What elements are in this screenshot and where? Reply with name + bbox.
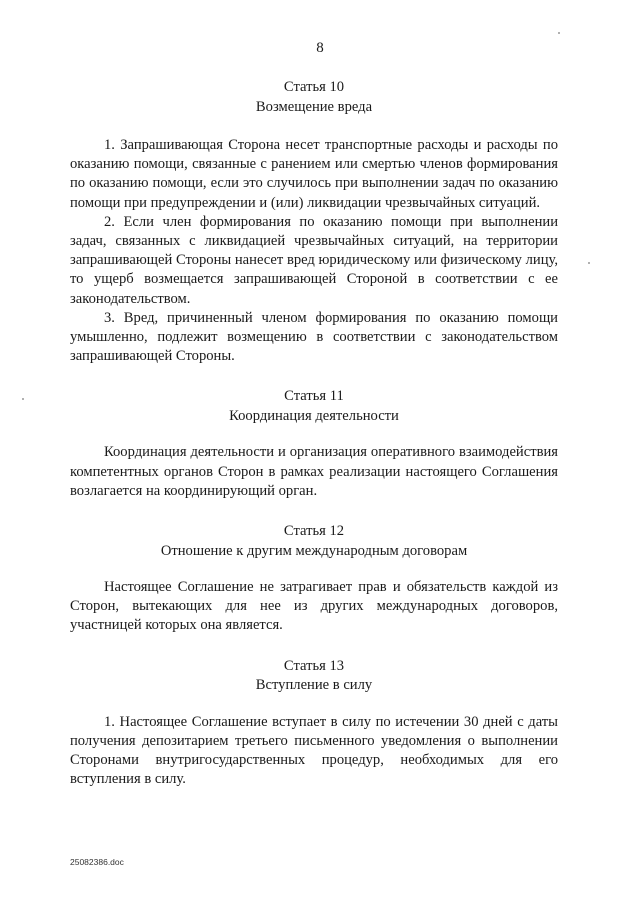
article-number: Статья 13 <box>283 657 345 674</box>
paragraph: 2. Если член формирования по оказанию помощи при выполнении задач, связанных с ликвидацией чрезвычайных ситуаций, на территории запрашивающей Стороны нанесет вред юридическому или физическому лицу, то ущерб возмещается запрашивающей Стороной в соответствии с ее законодательством. <box>70 213 558 307</box>
article-heading <box>70 657 558 696</box>
paragraph: Настоящее Соглашение не затрагивает прав и обязательств каждой из Сторон, вытекающих для нее из других международных договоров, участницей которых она является. <box>70 579 558 634</box>
scan-speck <box>588 262 590 264</box>
document-body <box>70 78 558 810</box>
article-title: Возмещение вреда <box>255 98 373 115</box>
article-heading <box>70 387 558 426</box>
article-12 <box>70 522 558 636</box>
paragraph: Координация деятельности и организация оперативного взаимодействия компетентных органов Сторон в рамках реализации настоящего Соглашения возлагается на координирующий орган. <box>70 444 558 499</box>
paragraph: 1. Настоящее Соглашение вступает в силу по истечении 30 дней с даты получения депозитарием третьего письменного уведомления о выполнении Сторонами внутригосударственных процедур, необходимых для его вступления в силу. <box>70 713 558 788</box>
article-title: Вступление в силу <box>255 677 373 694</box>
document-code: 25082386.doc <box>70 857 124 867</box>
page-number: 8 <box>316 40 324 56</box>
article-title: Координация деятельности <box>229 407 399 424</box>
article-10 <box>70 78 558 366</box>
scan-speck <box>22 398 24 400</box>
article-heading <box>70 78 558 117</box>
article-number: Статья 11 <box>284 388 344 405</box>
article-number: Статья 12 <box>283 523 345 540</box>
article-number: Статья 10 <box>283 79 345 95</box>
article-13 <box>70 657 558 790</box>
paragraph: 3. Вред, причиненный членом формирования по оказанию помощи умышленно, подлежит возмещению в соответствии с законодательством запрашивающей Стороны. <box>70 309 558 365</box>
article-title: Отношение к другим международным договорам <box>160 542 468 559</box>
article-heading <box>70 522 558 561</box>
scan-speck <box>558 32 560 34</box>
article-11 <box>70 387 558 501</box>
paragraph: 1. Запрашивающая Сторона несет транспортные расходы и расходы по оказанию помощи, связанные с ранением или смертью членов формирования по оказанию помощи, если это случилось при выполнении задач по оказанию помощи при предупреждении и (или) ликвидации чрезвычайных ситуаций. <box>70 137 558 211</box>
